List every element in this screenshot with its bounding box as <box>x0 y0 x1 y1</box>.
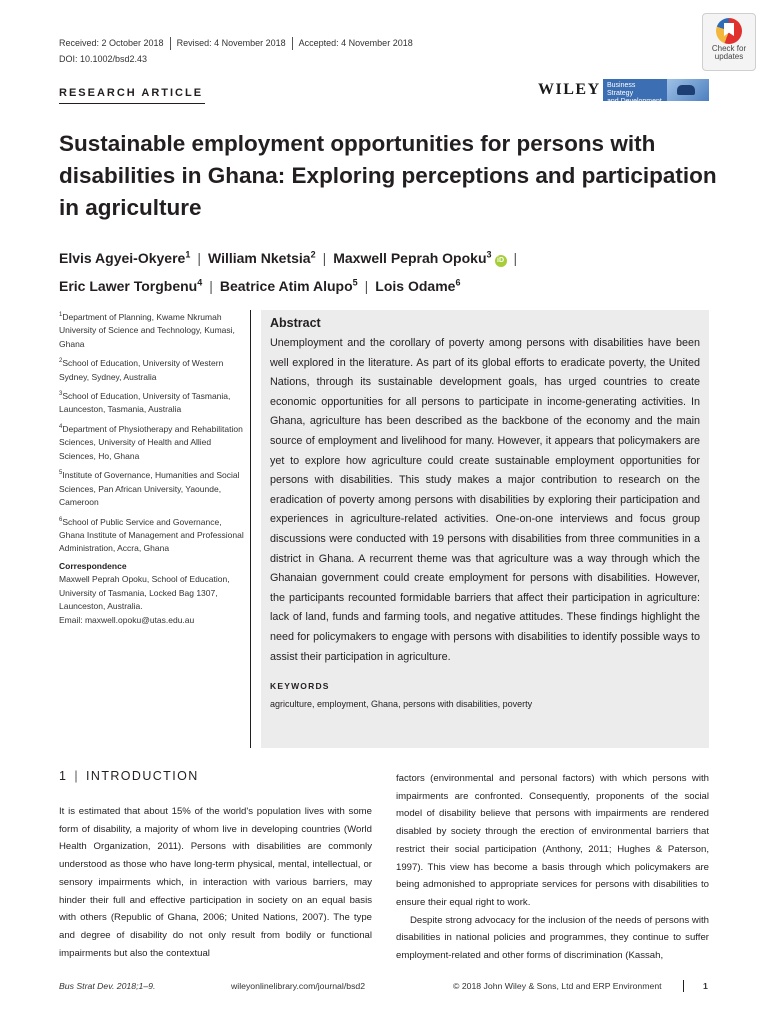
accepted-date: Accepted: 4 November 2018 <box>292 37 419 50</box>
affiliation-text: School of Education, University of Western Sydney, Sydney, Australia <box>59 358 224 382</box>
affiliation-text: Department of Planning, Kwame Nkrumah University of Science and Technology, Kumasi, Ghana <box>59 311 235 349</box>
author[interactable] <box>59 250 190 266</box>
section-separator: | <box>74 769 80 783</box>
journal-logo <box>603 79 709 105</box>
article-title: Sustainable employment opportunities for persons with disabilities in Ghana: Exploring perceptions and participation in agriculture <box>59 131 717 220</box>
section-heading-introduction <box>59 769 199 783</box>
correspondence-heading: Correspondence <box>59 560 127 571</box>
author[interactable] <box>220 278 358 294</box>
author-separator: | <box>513 249 518 266</box>
abstract-text: Unemployment and the corollary of poverty among persons with disabilities have been well explored in the literature. As part of its global efforts to eradicate poverty, the United Nations, through its sustainable development goals, has urged countries to create economic opportunities for all persons to participate in income-generating activities. In Ghana, agriculture has been described as the backbone of the economy and the main source of employment and livelihood for many. However, it appears that policymakers are yet to explore how agriculture could create sustainable employment opportunities for persons with disabilities. This study makes a major contribution to research on the eradication of poverty among persons with disabilities by exploring their participation and experiences in agriculture-related activities. One-on-one interviews and focus group discussions were conducted with 19 persons with disabilities from three communities in a district in Ghana. A recurrent theme was that agriculture was a way through which the Ghanaian government could create employment for persons with disabilities. However, the participants recounted formidable barriers that affect their participation in agriculture: lack of land, funds and farming tools, and negative attitudes. These findings highlight the need for policymakers to engage with persons with disabilities to identify possible ways to assist their participation in agriculture. <box>270 337 700 663</box>
column-divider <box>250 310 251 748</box>
abstract-heading: Abstract <box>270 316 321 330</box>
author-separator: | <box>364 278 369 295</box>
publisher-logo: WILEY <box>538 81 601 98</box>
body-column-right <box>396 770 709 965</box>
author-affil-number: 3 <box>486 249 492 259</box>
abstract-box <box>261 310 709 748</box>
paragraph: Despite strong advocacy for the inclusion of the needs of persons with disabilities in national policies and programmes, they continue to suffer employment-related and other forms of discrimination (Kassah, <box>396 914 709 962</box>
author-name: William Nketsia <box>207 249 311 266</box>
article-type: RESEARCH ARTICLE <box>59 87 204 99</box>
author[interactable] <box>208 250 316 266</box>
paragraph: It is estimated that about 15% of the world's population lives with some form of disability, a majority of whom live in developing countries (World Health Organization, 2011). Persons with disabilities are commonly understood as those who have long-term physical, mental, intellectual, or sensory impairments which, in interaction with various barriers, may hinder their full and effective participation in society on an equal basis with others (Republic of Ghana, 2006; United Nations, 2007). The type and degree of disability do not only result from bodily or functional impairments but also the contextual <box>59 806 372 959</box>
author[interactable] <box>333 250 506 266</box>
affiliation-number: 3 <box>59 391 63 398</box>
footer-divider <box>683 980 684 992</box>
section-number: 1 <box>59 769 68 783</box>
affiliation-text: School of Public Service and Governance, Ghana Institute of Management and Professional Administration, Accra, Ghana <box>59 516 244 554</box>
footer-journal-url[interactable]: wileyonlinelibrary.com/journal/bsd2 <box>231 981 366 991</box>
journal-logo-line-1: Business Strategy <box>607 82 636 97</box>
author-affil-number: 1 <box>185 249 191 259</box>
affiliation <box>59 467 247 509</box>
badge-line-2: updates <box>714 52 744 61</box>
author-name: Beatrice Atim Alupo <box>219 278 353 295</box>
affiliation-text: Institute of Governance, Humanities and Social Sciences, Pan African University, Yaounde, Cameroon <box>59 470 240 508</box>
affiliation-text: Department of Physiotherapy and Rehabilitation Sciences, University of Health and Allied Sciences, Ho, Ghana <box>59 423 243 461</box>
page-number: 1 <box>703 981 708 991</box>
author-affil-number: 2 <box>310 249 316 259</box>
keywords-heading: KEYWORDS <box>270 681 330 692</box>
paragraph: factors (environmental and personal factors) with which persons with impairments are confronted. Consequently, proponents of the social model of disability believe that persons with impairments are rendered disabled by society through the erection of environmental barriers that restrict their social participation (Anthony, 2011; Hughes & Paterson, 1997). This view has become a basis through which policymakers are being admonished to appropriate services for persons with disabilities to ensure their equal right to work. <box>396 773 709 908</box>
affiliation <box>59 514 247 556</box>
footer-copyright: © 2018 John Wiley & Sons, Ltd and ERP Environment <box>453 981 662 991</box>
affiliation-number: 1 <box>59 312 63 318</box>
affiliation <box>59 355 247 384</box>
author[interactable] <box>375 278 460 294</box>
author-separator: | <box>197 249 201 266</box>
author-name: Maxwell Peprah Opoku <box>333 249 487 266</box>
section-title: INTRODUCTION <box>86 769 199 783</box>
author[interactable] <box>59 278 202 294</box>
affiliation-number: 4 <box>59 423 63 430</box>
article-dates <box>59 37 419 50</box>
author-affil-number: 5 <box>352 277 358 288</box>
affiliation-number: 2 <box>59 358 63 365</box>
correspondence-email[interactable]: Email: maxwell.opoku@utas.edu.au <box>59 614 195 625</box>
doi[interactable]: DOI: 10.1002/bsd2.43 <box>59 54 148 64</box>
author-name: Lois Odame <box>375 278 456 295</box>
correspondence-text: Maxwell Peprah Opoku, School of Education, University of Tasmania, Locked Bag 1307, Launceston, Australia. <box>59 574 230 612</box>
author-name: Eric Lawer Torgbenu <box>59 278 198 295</box>
author-list <box>59 242 719 299</box>
affiliation-text: School of Education, University of Tasmania, Launceston, Tasmania, Australia <box>59 390 231 415</box>
revised-date: Revised: 4 November 2018 <box>170 37 292 50</box>
affiliation <box>59 421 247 463</box>
article-type-underline <box>59 103 205 104</box>
footer-journal-citation: Bus Strat Dev. 2018;1–9. <box>59 981 156 991</box>
orcid-icon[interactable]: iD <box>495 255 507 267</box>
affiliation <box>59 388 247 417</box>
author-separator: | <box>209 278 213 295</box>
affiliations <box>59 309 247 627</box>
author-name: Elvis Agyei-Okyere <box>59 249 186 266</box>
author-affil-number: 6 <box>455 277 461 288</box>
author-separator: | <box>322 249 327 266</box>
affiliation <box>59 309 247 351</box>
keywords: agriculture, employment, Ghana, persons with disabilities, poverty <box>270 699 533 710</box>
badge-line-1: Check for <box>711 44 747 53</box>
body-column-left <box>59 803 372 962</box>
received-date: Received: 2 October 2018 <box>59 38 164 48</box>
journal-logo-image <box>667 79 709 101</box>
affiliation-number: 6 <box>59 516 63 523</box>
journal-logo-text <box>603 79 667 105</box>
crossmark-icon <box>716 18 742 44</box>
affiliation-number: 5 <box>59 470 63 477</box>
author-affil-number: 4 <box>197 277 203 288</box>
check-for-updates-badge[interactable] <box>702 13 756 71</box>
journal-logo-line-2: and Development <box>607 98 662 105</box>
